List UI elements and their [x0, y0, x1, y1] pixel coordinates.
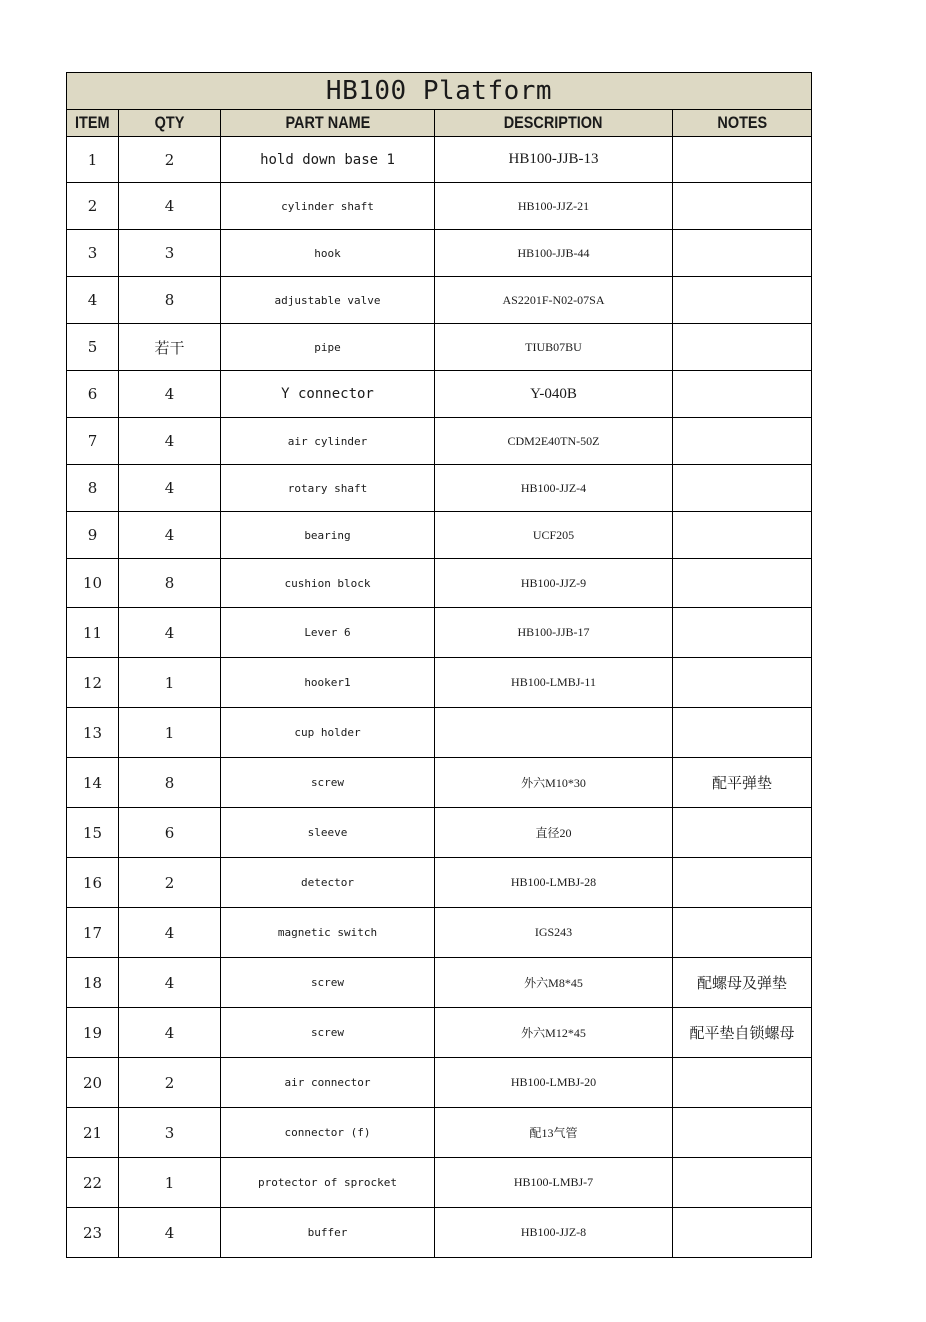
cell-description: HB100-JJZ-21 [435, 183, 673, 230]
cell-description: TIUB07BU [435, 324, 673, 371]
cell-description: IGS243 [435, 908, 673, 958]
cell-item: 19 [67, 1008, 119, 1058]
cell-qty: 4 [119, 418, 221, 465]
table-row [67, 324, 812, 371]
cell-qty: 2 [119, 858, 221, 908]
table-row [67, 608, 812, 658]
table-title: HB100 Platform [67, 73, 812, 110]
cell-item: 2 [67, 183, 119, 230]
cell-description: HB100-JJZ-4 [435, 465, 673, 512]
parts-list-table [66, 72, 812, 1258]
cell-description: AS2201F-N02-07SA [435, 277, 673, 324]
cell-notes [673, 808, 812, 858]
table-row [67, 858, 812, 908]
cell-part-name: connector (f) [221, 1108, 435, 1158]
cell-description: Y-040B [435, 371, 673, 418]
cell-notes [673, 465, 812, 512]
cell-item: 14 [67, 758, 119, 808]
cell-part-name: detector [221, 858, 435, 908]
cell-qty: 3 [119, 230, 221, 277]
table-row [67, 418, 812, 465]
cell-notes [673, 608, 812, 658]
cell-description: 外六M8*45 [435, 958, 673, 1008]
cell-description: HB100-LMBJ-28 [435, 858, 673, 908]
cell-notes: 配平弹垫 [673, 758, 812, 808]
cell-item: 15 [67, 808, 119, 858]
table-row [67, 1158, 812, 1208]
cell-qty: 4 [119, 908, 221, 958]
cell-qty: 4 [119, 371, 221, 418]
cell-qty: 4 [119, 512, 221, 559]
table-row [67, 658, 812, 708]
cell-notes [673, 559, 812, 608]
header-part-name: PART NAME [221, 110, 435, 137]
cell-notes [673, 277, 812, 324]
cell-qty: 1 [119, 708, 221, 758]
cell-description: HB100-LMBJ-7 [435, 1158, 673, 1208]
cell-notes [673, 371, 812, 418]
cell-item: 20 [67, 1058, 119, 1108]
table-row [67, 1108, 812, 1158]
cell-qty: 4 [119, 958, 221, 1008]
cell-part-name: hooker1 [221, 658, 435, 708]
cell-notes [673, 230, 812, 277]
cell-description: CDM2E40TN-50Z [435, 418, 673, 465]
cell-item: 5 [67, 324, 119, 371]
cell-notes: 配平垫自锁螺母 [673, 1008, 812, 1058]
cell-notes [673, 183, 812, 230]
cell-qty: 4 [119, 1008, 221, 1058]
cell-description: HB100-LMBJ-20 [435, 1058, 673, 1108]
table-row [67, 183, 812, 230]
cell-qty: 8 [119, 758, 221, 808]
cell-part-name: protector of sprocket [221, 1158, 435, 1208]
cell-notes [673, 708, 812, 758]
cell-part-name: sleeve [221, 808, 435, 858]
cell-part-name: screw [221, 1008, 435, 1058]
cell-item: 6 [67, 371, 119, 418]
cell-description: 外六M10*30 [435, 758, 673, 808]
cell-qty: 4 [119, 183, 221, 230]
cell-qty: 6 [119, 808, 221, 858]
cell-notes [673, 858, 812, 908]
cell-description: 直径20 [435, 808, 673, 858]
cell-item: 3 [67, 230, 119, 277]
table-row [67, 908, 812, 958]
table-row [67, 958, 812, 1008]
cell-part-name: screw [221, 958, 435, 1008]
cell-item: 10 [67, 559, 119, 608]
table-row [67, 371, 812, 418]
cell-qty: 8 [119, 559, 221, 608]
cell-notes [673, 908, 812, 958]
cell-description: HB100-LMBJ-11 [435, 658, 673, 708]
cell-notes [673, 1158, 812, 1208]
cell-part-name: cushion block [221, 559, 435, 608]
cell-item: 21 [67, 1108, 119, 1158]
cell-description: HB100-JJZ-9 [435, 559, 673, 608]
cell-part-name: magnetic switch [221, 908, 435, 958]
cell-part-name: Y connector [221, 371, 435, 418]
cell-qty: 2 [119, 1058, 221, 1108]
cell-notes [673, 658, 812, 708]
cell-notes [673, 324, 812, 371]
cell-part-name: air cylinder [221, 418, 435, 465]
cell-item: 4 [67, 277, 119, 324]
cell-notes [673, 512, 812, 559]
cell-part-name: buffer [221, 1208, 435, 1258]
cell-qty: 2 [119, 137, 221, 183]
cell-description: HB100-JJB-13 [435, 137, 673, 183]
cell-notes [673, 1058, 812, 1108]
cell-qty: 1 [119, 1158, 221, 1208]
cell-part-name: cup holder [221, 708, 435, 758]
cell-item: 7 [67, 418, 119, 465]
cell-description [435, 708, 673, 758]
table-row [67, 465, 812, 512]
table-row [67, 137, 812, 183]
cell-description: HB100-JJB-17 [435, 608, 673, 658]
cell-description: UCF205 [435, 512, 673, 559]
cell-part-name: hook [221, 230, 435, 277]
cell-part-name: Lever 6 [221, 608, 435, 658]
cell-notes [673, 1208, 812, 1258]
cell-qty: 3 [119, 1108, 221, 1158]
cell-notes [673, 1108, 812, 1158]
cell-item: 12 [67, 658, 119, 708]
cell-item: 17 [67, 908, 119, 958]
table-row [67, 230, 812, 277]
cell-part-name: rotary shaft [221, 465, 435, 512]
table-row [67, 1058, 812, 1108]
table-row [67, 277, 812, 324]
cell-part-name: hold down base 1 [221, 137, 435, 183]
header-item: ITEM [67, 110, 119, 137]
table-row [67, 758, 812, 808]
cell-qty: 8 [119, 277, 221, 324]
cell-item: 16 [67, 858, 119, 908]
cell-item: 11 [67, 608, 119, 658]
table-row [67, 808, 812, 858]
cell-notes: 配螺母及弹垫 [673, 958, 812, 1008]
cell-part-name: cylinder shaft [221, 183, 435, 230]
table-row [67, 1208, 812, 1258]
cell-part-name: pipe [221, 324, 435, 371]
cell-qty: 1 [119, 658, 221, 708]
cell-description: HB100-JJZ-8 [435, 1208, 673, 1258]
cell-qty: 4 [119, 608, 221, 658]
cell-description: 外六M12*45 [435, 1008, 673, 1058]
cell-qty: 4 [119, 465, 221, 512]
cell-item: 13 [67, 708, 119, 758]
header-description: DESCRIPTION [435, 110, 673, 137]
cell-item: 8 [67, 465, 119, 512]
cell-item: 23 [67, 1208, 119, 1258]
table-row [67, 708, 812, 758]
table-row [67, 1008, 812, 1058]
cell-item: 1 [67, 137, 119, 183]
cell-description: 配13气管 [435, 1108, 673, 1158]
header-row [67, 110, 812, 137]
header-qty: QTY [119, 110, 221, 137]
cell-part-name: screw [221, 758, 435, 808]
cell-part-name: air connector [221, 1058, 435, 1108]
cell-notes [673, 137, 812, 183]
cell-notes [673, 418, 812, 465]
table-row [67, 559, 812, 608]
header-notes: NOTES [673, 110, 812, 137]
cell-description: HB100-JJB-44 [435, 230, 673, 277]
cell-part-name: bearing [221, 512, 435, 559]
cell-item: 9 [67, 512, 119, 559]
cell-qty: 若干 [119, 324, 221, 371]
table-row [67, 512, 812, 559]
cell-item: 18 [67, 958, 119, 1008]
cell-qty: 4 [119, 1208, 221, 1258]
cell-part-name: adjustable valve [221, 277, 435, 324]
cell-item: 22 [67, 1158, 119, 1208]
